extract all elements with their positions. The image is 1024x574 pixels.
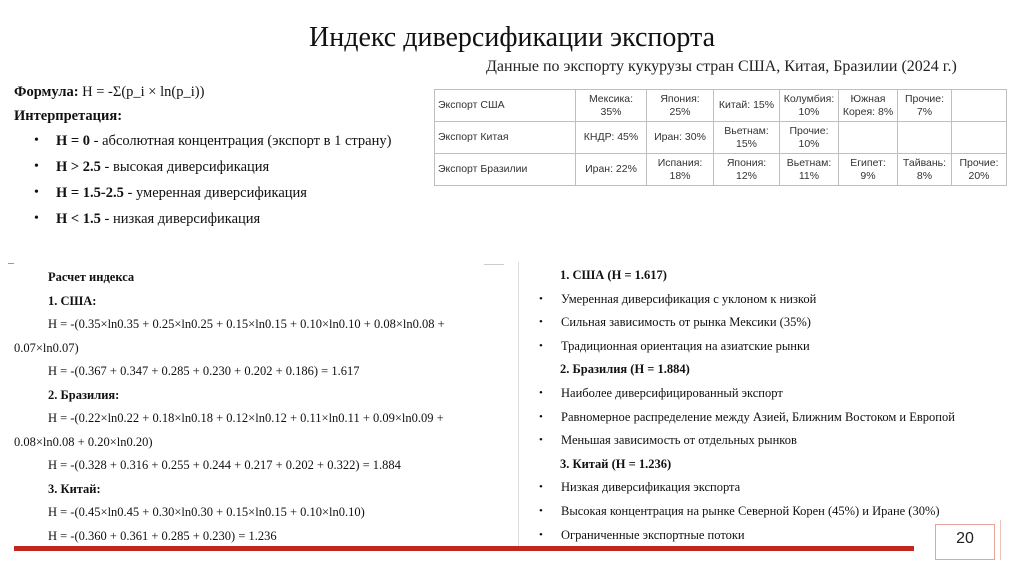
formula-label: Формула: (14, 84, 79, 100)
page-number: 20 (935, 524, 995, 560)
interpretation-label: Интерпретация: (14, 108, 123, 124)
table-cell (839, 122, 898, 154)
analysis-item: • Низкая диверсификация экспорта (536, 476, 1006, 500)
table-cell: Тайвань: 8% (898, 154, 952, 186)
calc-line: H = -(0.328 + 0.316 + 0.255 + 0.244 + 0.217 + 0.202 + 0.322) = 1.884 (48, 458, 401, 472)
table-row (435, 90, 1007, 122)
calc-line: 0.07×ln0.07) (14, 340, 79, 355)
analysis-brazil-head: 2. Бразилия (H = 1.884) (560, 362, 690, 377)
formula-expression: H = -Σ(p_i × ln(p_i)) (82, 84, 205, 100)
table-cell: Мексика: 35% (576, 90, 647, 122)
slide-title: Индекс диверсификации экспорта (309, 22, 715, 53)
table-cell (952, 90, 1007, 122)
interpretation-item: • H < 1.5 - низкая диверсификация (14, 206, 434, 232)
formula-line (14, 80, 434, 104)
calc-line: H = -(0.35×ln0.35 + 0.25×ln0.25 + 0.15×ln0.15 + 0.10×ln0.10 + 0.08×ln0.08 + (48, 317, 445, 331)
calc-heading: Расчет индекса (48, 270, 135, 284)
analysis-china-head: 3. Китай (H = 1.236) (560, 456, 672, 471)
calc-usa-label: 1. США: (48, 293, 97, 308)
table-cell: Иран: 22% (576, 154, 647, 186)
table-cell: Прочие: 20% (952, 154, 1007, 186)
interpretation-item: • H = 0 - абсолютная концентрация (экспорт в 1 страну) (14, 128, 434, 154)
table-cell: КНДР: 45% (576, 122, 647, 154)
table-row (435, 122, 1007, 154)
page-frame-line (1000, 520, 1001, 560)
table-cell (952, 122, 1007, 154)
table-cell: Прочие: 10% (780, 122, 839, 154)
calc-line: H = -(0.22×ln0.22 + 0.18×ln0.18 + 0.12×ln0.12 + 0.11×ln0.11 + 0.09×ln0.09 + (48, 411, 444, 425)
table-cell: Япония: 12% (714, 154, 780, 186)
row-name: Экспорт США (435, 90, 576, 122)
export-table (434, 89, 1007, 186)
formula-block (14, 80, 434, 232)
analysis-item: • Наиболее диверсифицированный экспорт (536, 382, 1006, 406)
analysis-item: • Традиционная ориентация на азиатские рынки (536, 335, 1006, 359)
table-cell: Колумбия: 10% (780, 90, 839, 122)
calculation-block (14, 266, 504, 548)
column-divider (518, 262, 519, 546)
accent-stripe (14, 546, 914, 551)
analysis-item: • Высокая концентрация на рынке Северной Корен (45%) и Иране (30%) (536, 500, 1006, 524)
table-title: Данные по экспорту кукурузы стран США, Китая, Бразилии (2024 г.) (486, 58, 957, 75)
analysis-block (536, 264, 1006, 547)
analysis-item: • Ограниченные экспортные потоки (536, 524, 1006, 548)
divider (8, 263, 14, 264)
calc-line: H = -(0.367 + 0.347 + 0.285 + 0.230 + 0.202 + 0.186) = 1.617 (48, 364, 360, 378)
calc-line: H = -(0.45×ln0.45 + 0.30×ln0.30 + 0.15×ln0.15 + 0.10×ln0.10) (48, 505, 365, 519)
table-cell: Прочие: 7% (898, 90, 952, 122)
table-cell: Япония: 25% (647, 90, 714, 122)
table-cell: Вьетнам: 15% (714, 122, 780, 154)
row-name: Экспорт Бразилии (435, 154, 576, 186)
footer-bar (0, 546, 1024, 574)
interpretation-list (14, 128, 434, 232)
analysis-item: • Сильная зависимость от рынка Мексики (35%) (536, 311, 1006, 335)
table-cell: Южная Корея: 8% (839, 90, 898, 122)
analysis-item: • Меньшая зависимость от отдельных рынков (536, 429, 1006, 453)
calc-brazil-label: 2. Бразилия: (48, 387, 120, 402)
row-name: Экспорт Китая (435, 122, 576, 154)
table-cell: Египет: 9% (839, 154, 898, 186)
calc-line: H = -(0.360 + 0.361 + 0.285 + 0.230) = 1.236 (48, 528, 277, 543)
table-row (435, 154, 1007, 186)
table-cell: Иран: 30% (647, 122, 714, 154)
interpretation-item: • H > 2.5 - высокая диверсификация (14, 154, 434, 180)
interpretation-item: • H = 1.5-2.5 - умеренная диверсификация (14, 180, 434, 206)
table-cell: Испания: 18% (647, 154, 714, 186)
divider (484, 264, 504, 265)
analysis-item: • Равномерное распределение между Азией, Ближним Востоком и Европой (536, 406, 1006, 430)
table-cell: Вьетнам: 11% (780, 154, 839, 186)
calc-china-label: 3. Китай: (48, 481, 101, 496)
analysis-usa-head: 1. США (H = 1.617) (560, 268, 667, 282)
table-cell (898, 122, 952, 154)
calc-line: 0.08×ln0.08 + 0.20×ln0.20) (14, 434, 153, 449)
analysis-item: • Умеренная диверсификация с уклоном к низкой (536, 288, 1006, 312)
table-cell: Китай: 15% (714, 90, 780, 122)
